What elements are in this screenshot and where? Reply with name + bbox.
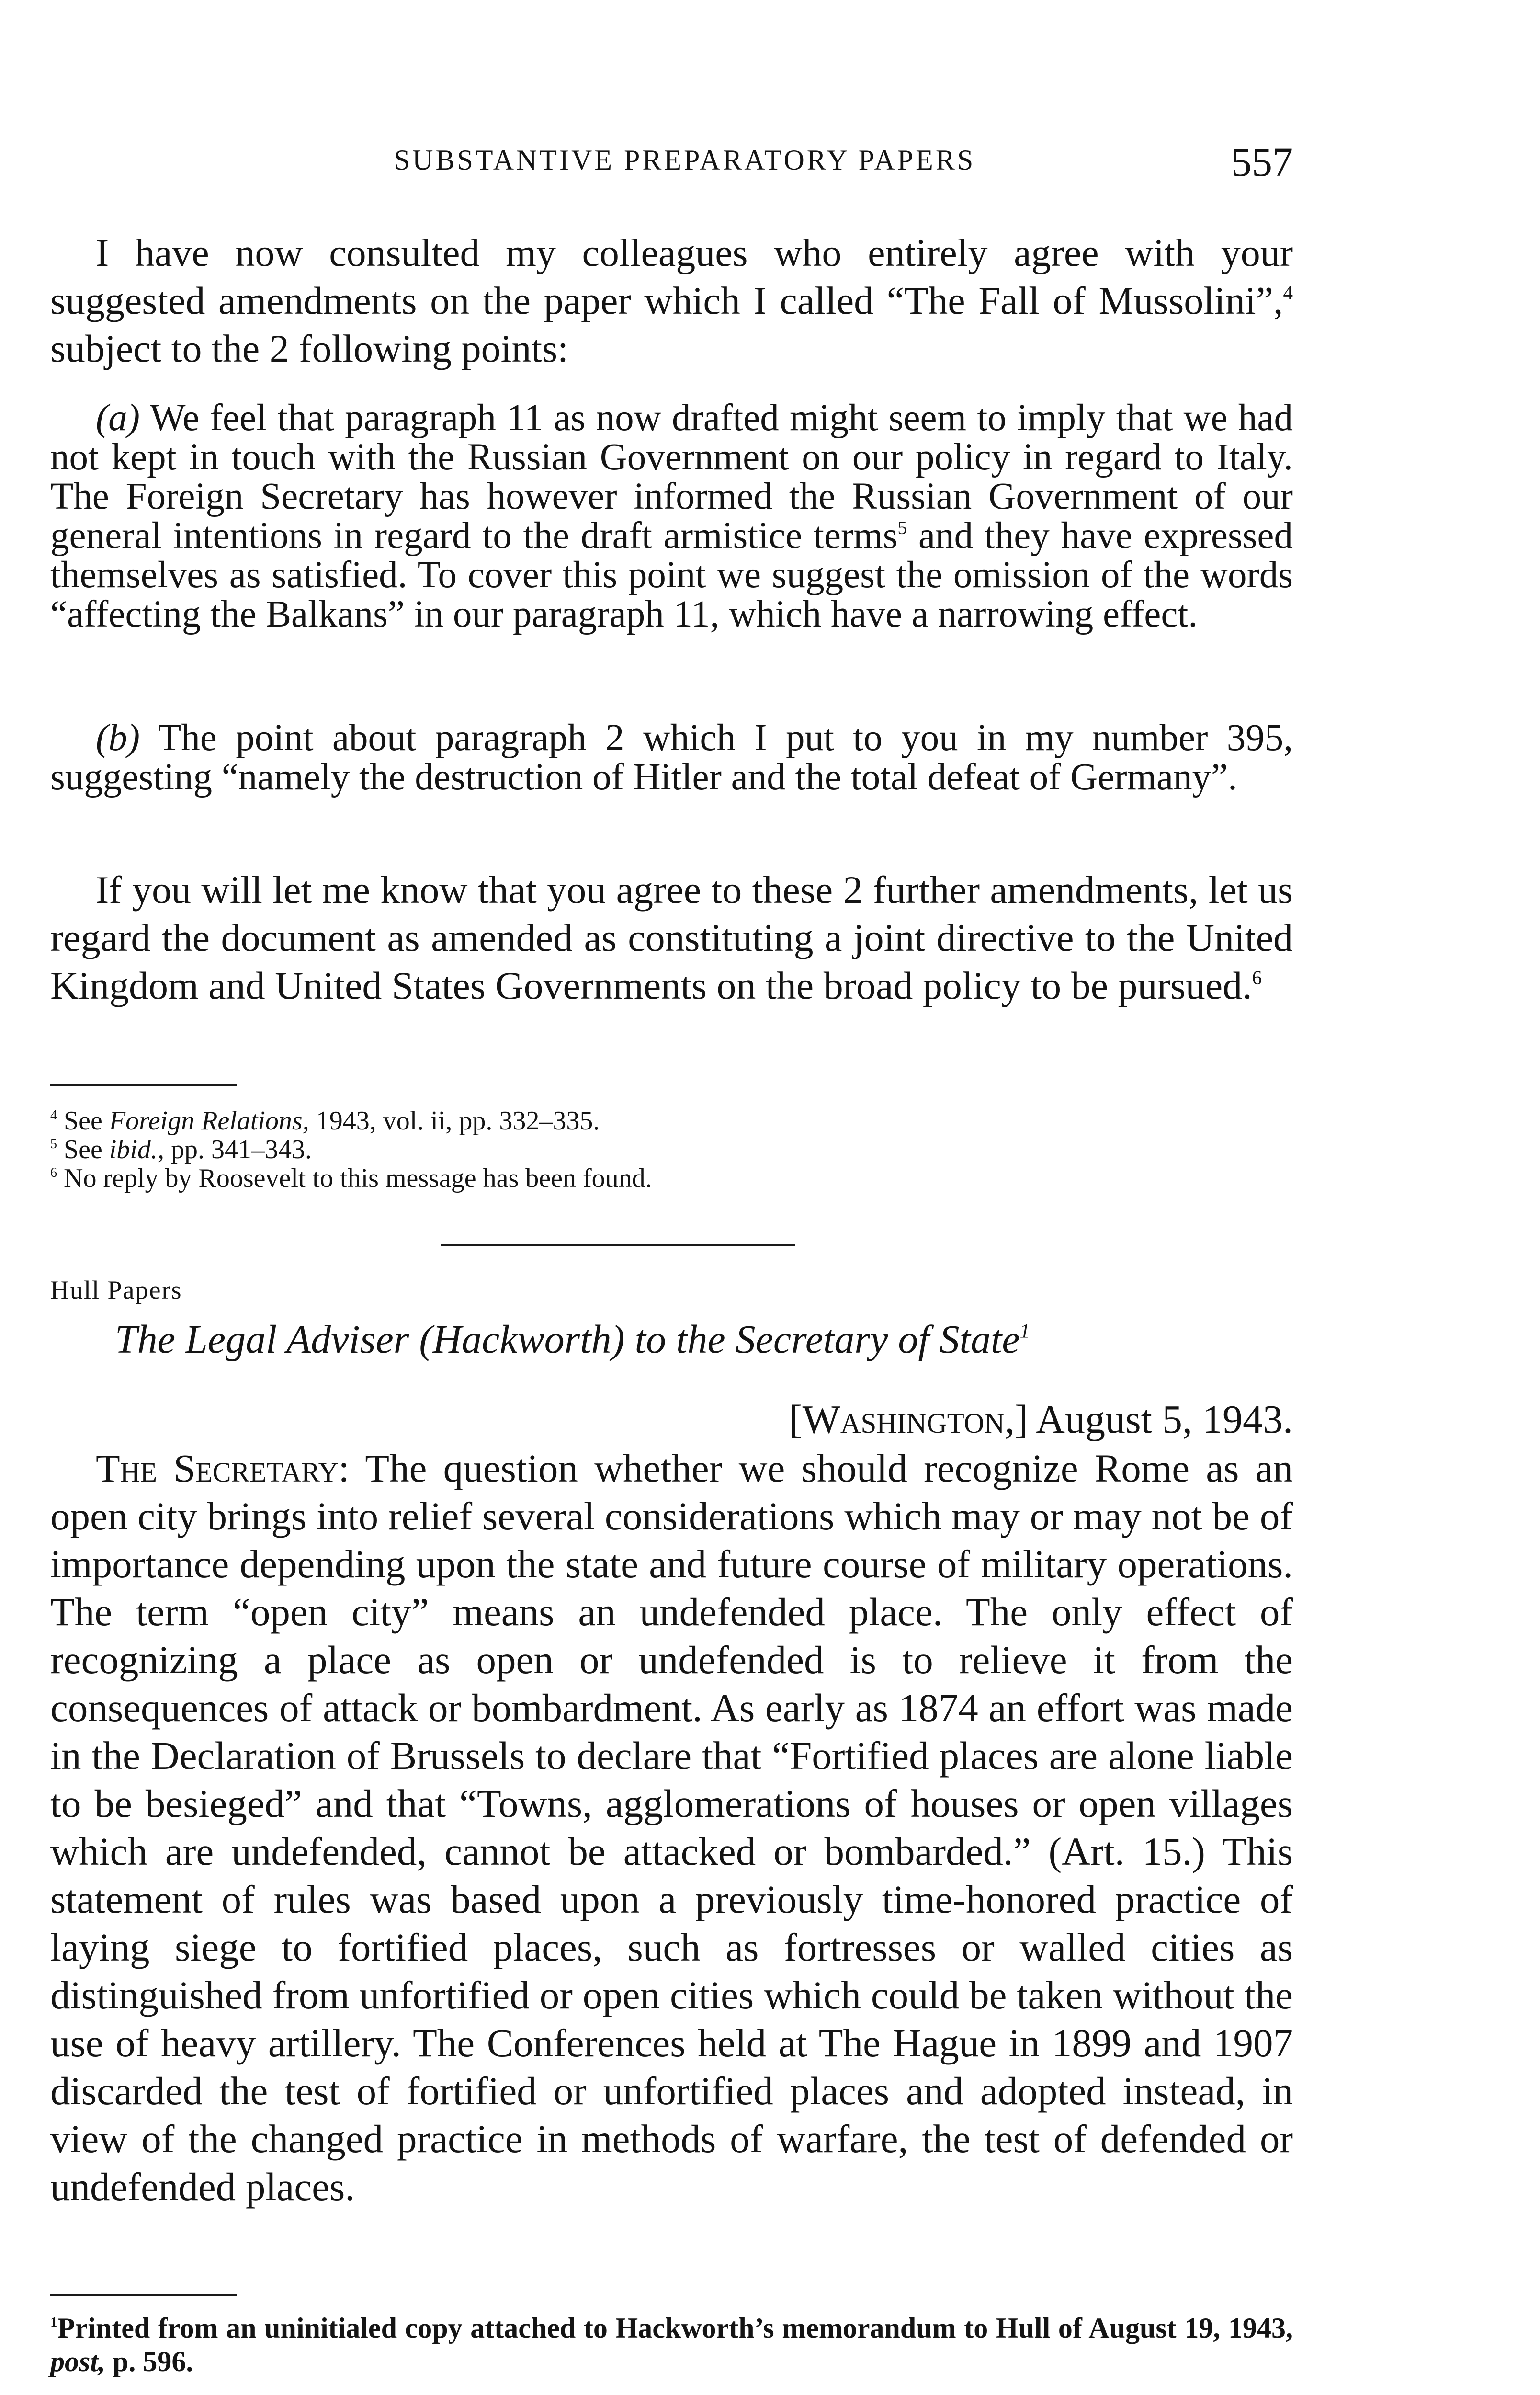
footnote-4: $^4$ See Foreign Relations, 1943, vol. ii, pp. 332–335. (50, 1106, 600, 1136)
dateline: [Washington,] August 5, 1943. (789, 1397, 1293, 1442)
footnote-rule (50, 1084, 237, 1086)
page-number: 557 (1231, 139, 1293, 185)
footnote-5: $^5$ See ibid., pp. 341–343. (50, 1135, 312, 1164)
letter-paragraph-2: If you will let me know that you agree to these 2 further amendments, let us regard the document as amended as constituting a joint directive to the United Kingdom and United States Governments on the broad policy to be pursued.$^6$ (50, 868, 1293, 1007)
letter-item-b: (b) The point about paragraph 2 which I put to you in my number 395, suggesting “namely the destruction of Hitler and the total defeat of Germany”. (50, 717, 1293, 798)
footnote-rule-bottom (50, 2294, 237, 2296)
running-head: SUBSTANTIVE PREPARATORY PAPERS (394, 144, 976, 176)
source-label: Hull Papers (50, 1276, 182, 1304)
letter-paragraph-1: I have now consulted my colleagues who entirely agree with your suggested amendments on the paper which I called “The Fall of Mussolini”,$^4$ subject to the 2 following points: (50, 231, 1293, 370)
section-divider (441, 1244, 795, 1246)
footnote-6: $^6$ No reply by Roosevelt to this message has been found. (50, 1163, 652, 1193)
document-heading: The Legal Adviser (Hackworth) to the Secretary of State$^1$ (115, 1317, 1030, 1362)
letter-item-a: (a) We feel that paragraph 11 as now drafted might seem to imply that we had not kept in touch with the Russian Government on our policy in regard to Italy. The Foreign Secretary has however informed the Russian Government of our general intentions in regard to the draft armistice terms$^5$ and they have expressed themselves as satisfied. To cover this point we suggest the omission of the words “affecting the Balkans” in our paragraph 11, which have a narrowing effect. (50, 397, 1293, 635)
footnotes-top (50, 1106, 1293, 1193)
memo-body: The Secretary: The question whether we should recognize Rome as an open city brings into relief several considerations which may or may not be of importance depending upon the state and future course of military operations. The term “open city” means an undefended place. The only effect of recognizing a place as open or undefended is to relieve it from the consequences of attack or bombardment. As early as 1874 an effort was made in the Declaration of Brussels to declare that “Fortified places are alone liable to be besieged” and that “Towns, agglomerations of houses or open villages which are undefended, cannot be attacked or bombarded.” (Art. 15.) This statement of rules was based upon a previously time-honored practice of laying siege to fortified places, such as fortresses or walled cities as distinguished from unfortified or open cities which could be taken without the use of heavy artillery. The Conferences held at The Hague in 1899 and 1907 discarded the test of fortified or unfortified places and adopted instead, in view of the changed practice in methods of warfare, the test of defended or undefended places. (50, 1446, 1293, 2209)
footnote-1: $^1$Printed from an uninitialed copy attached to Hackworth’s memorandum to Hull of August 19, 1943, post, p. 596. (50, 2312, 1293, 2377)
